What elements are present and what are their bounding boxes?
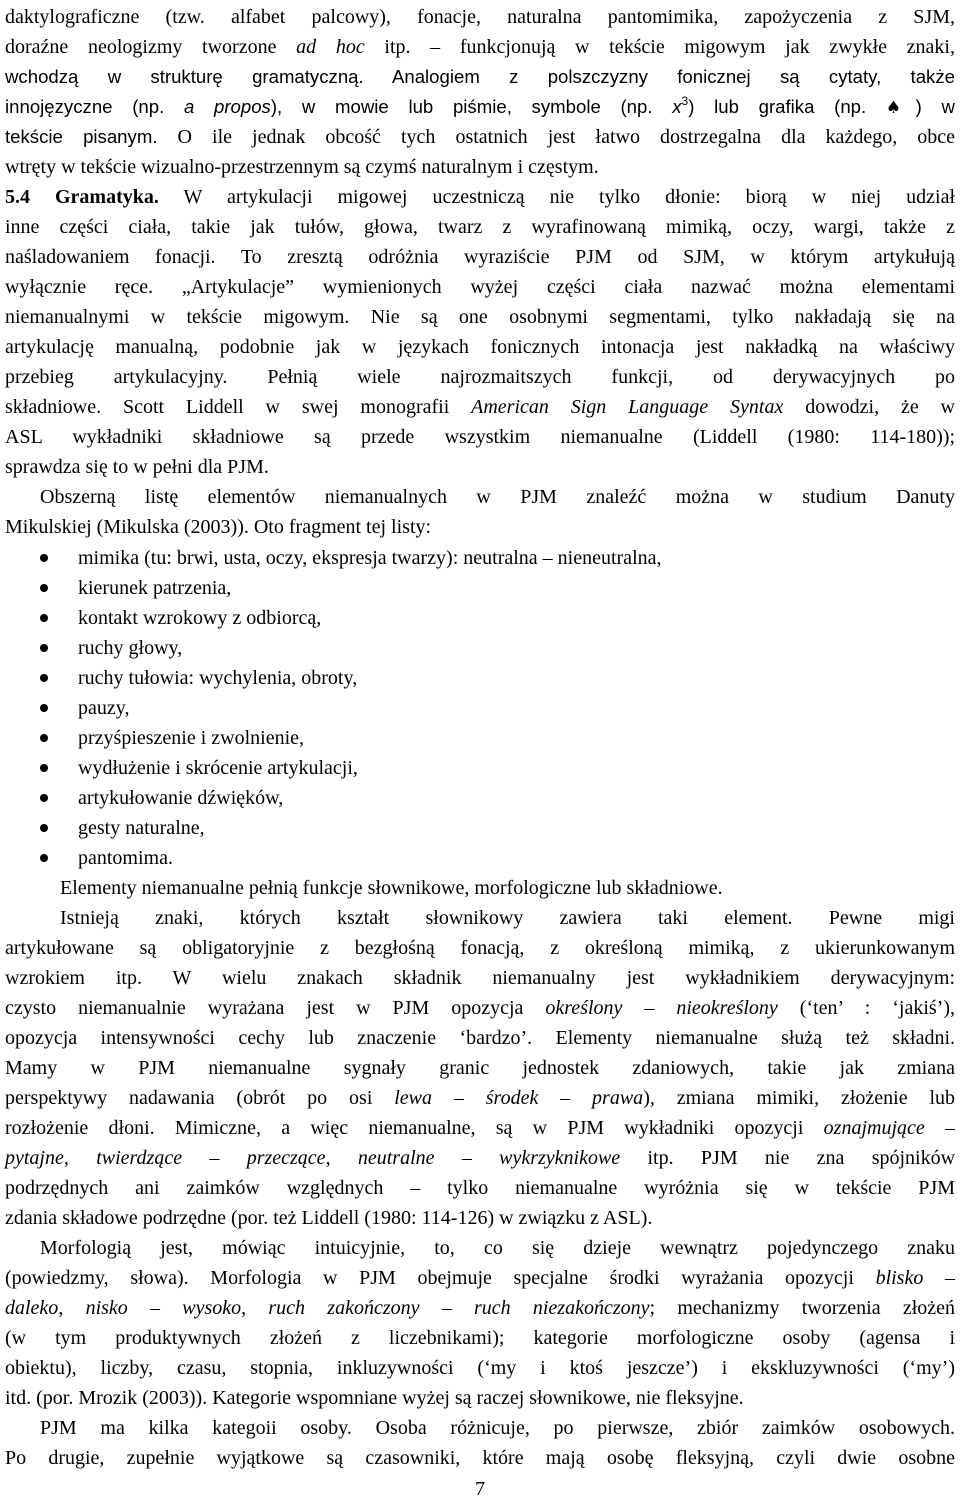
text-line: zdania składowe podrzędne (por. też Liddell (1980: 114-126) w związku z ASL). — [5, 1207, 653, 1229]
text-line: obiektu), liczby, czasu, stopnia, inkluzywności (‘my i ktoś jeszcze’) i ekskluzywności (‘my’) — [5, 1357, 955, 1379]
text-line: (powiedzmy, słowa). Morfologia w PJM obejmuje specjalne środki wyrażania opozycji blisko – — [5, 1267, 955, 1289]
text-line: (w tym produktywnych złożeń z liczebnikami); kategorie morfologiczne osoby (agensa i — [5, 1327, 955, 1349]
text-line: wzrokiem itp. W wielu znakach składnik niemanualny jest wykładnikiem derywacyjnym: — [5, 967, 955, 989]
text-line: rozłożenie dłoni. Mimiczne, a więc niemanualne, są w PJM wykładniki opozycji oznajmujące – — [5, 1117, 956, 1139]
bullet-icon — [40, 614, 48, 622]
text-line: podrzędnych ani zaimków względnych – tylko niemanualne wyróżnia się w tekście PJM — [5, 1177, 955, 1199]
text-line: daleko, nisko – wysoko, ruch zakończony – ruch niezakończony; mechanizmy tworzenia złożeń — [5, 1297, 956, 1319]
bullet-icon — [40, 554, 48, 562]
bullet-icon — [40, 674, 48, 682]
text-line: Po drugie, zupełnie wyjątkowe są czasowniki, które mają osobę fleksyjną, czyli dwie osobne — [5, 1447, 955, 1469]
text-line: daktylograficzne (tzw. alfabet palcowy), fonacje, naturalna pantomimika, zapożyczenia z SJM, — [5, 6, 955, 28]
text-line: sprawdza się to w pełni dla PJM. — [5, 456, 269, 478]
text-line: Obszerną listę elementów niemanualnych w PJM znaleźć można w studium Danuty — [40, 486, 955, 508]
text-line: perspektywy nadawania (obrót po osi lewa – środek – prawa), zmiana mimiki, złożenie lub — [5, 1087, 956, 1109]
text-line: PJM ma kilka kategoii osoby. Osoba różnicuje, po pierwsze, zbiór zaimków osobowych. — [40, 1417, 955, 1439]
text-line: innojęzyczne (np. a propos), w mowie lub piśmie, symbole (np. $x^3$) lub grafika (np. ♠) w — [5, 94, 955, 118]
spade-symbol-icon: ♠ — [885, 98, 916, 118]
text-line: wchodzą w strukturę gramatyczną. Analogiem z polszczyzny fonicznej są cytaty, także — [5, 66, 955, 87]
bullet-icon — [40, 854, 48, 862]
bullet-icon — [40, 764, 48, 772]
text-line: Mamy w PJM niemanualne sygnały granic jednostek zdaniowych, takie jak zmiana — [5, 1057, 955, 1079]
document-page: daktylograficzne (tzw. alfabet palcowy), fonacje, naturalna pantomimika, zapożyczenia z SJM, doraźne neologizmy tworzone ad hoc itp. – funkcjonują w tekście migowym jak zwykłe znaki, wchodzą w strukturę gramatyczną. Analogiem z polszczyzny fonicznej są cytaty, także innojęzyczne (np. a propos), w mowie lub piśmie, symbole (np. $x^3$) lub grafika (np. ♠) w tekście pisanym. O ile jednak obcość tych ostatnich jest łatwo dostrzegalna dla każdego, obce wtręty w tekście wizualno-przestrzennym są czymś naturalnym i częstym. 5.4 Gramatyka. W artykulacji migowej uczestniczą nie tylko dłonie: biorą w niej udział inne części ciała, takie jak tułów, głowa, twarz z wyrafinowaną mimiką, oczy, wargi, także z naśladowaniem fonacji. To zresztą odróżnia wyraziście PJM od SJM, w którym artykułują wyłącznie ręce. „Artykulacje” wymienionych wyżej części ciała nazwać można elementami niemanualnymi w tekście migowym. Nie są one osobnymi segmentami, tylko nakładają się na artykulację manualną, podobnie jak w językach fonicznych intonacja jest nakładką na właściwy przebieg artykulacyjny. Pełnią wiele najrozmaitszych funkcji, od derywacyjnych po składniowe. Scott Liddell w swej monografii American Sign Language Syntax dowodzi, że w ASL wykładniki składniowe są przede wszystkim niemanualne (Liddell (1980: 114-180)); sprawdza się to w pełni dla PJM. Obszerną listę elementów niemanualnych w PJM znaleźć można w studium Danuty Mikulskiej (Mikulska (2003)). Oto fragment tej listy: mimika (tu: brwi, usta, oczy, ekspresja twarzy): neutralna – nieneutralna, kierunek patrzenia, kontakt wzrokowy z odbiorcą, ruchy głowy, ruchy tułowia: wychylenia, obroty, pauzy, przyśpieszenie i zwolnienie, wydłużenie i skrócenie artykulacji, artykułowanie dźwięków, gesty naturalne, pantomima. Elementy niemanualne pełnią funkcje słownikowe, morfologiczne lub składniowe. Istnieją znaki, których kształt słownikowy zawiera taki element. Pewne migi artykułowane są obligatoryjnie z bezgłośną fonacją, z określoną mimiką, z ukierunkowanym wzrokiem itp. W wielu znakach składnik niemanualny jest wykładnikiem derywacyjnym: czysto niemanualnie wyrażana jest w PJM opozycja określony – nieokreślony (‘ten’ : ‘jakiś’), opozycja intensywności cechy lub znaczenie ‘bardzo’. Elementy niemanualne służą też składni. Mamy w PJM niemanualne sygnały granic jednostek zdaniowych, takie jak zmiana perspektywy nadawania (obrót po osi lewa – środek – prawa), zmiana mimiki, złożenie lub rozłożenie dłoni. Mimiczne, a więc niemanualne, są w PJM wykładniki opozycji oznajmujące – pytajne, twierdzące – przeczące, neutralne – wykrzyknikowe itp. PJM nie zna spójników podrzędnych ani zaimków względnych – tylko niemanualne wyróżnia się w tekście PJM zdania składowe podrzędne (por. też Liddell (1980: 114-126) w związku z ASL). Morfologią jest, mówiąc intuicyjnie, to, co się dzieje wewnątrz pojedynczego znaku (powiedzmy, słowa). Morfologia w PJM obejmuje specjalne środki wyrażania opozycji blisko – daleko, nisko – wysoko, ruch zakończony – ruch niezakończony; mechanizmy tworzenia złożeń (w tym produktywnych złożeń z liczebnikami); kategorie morfologiczne osoby (agensa i obiektu), liczby, czasu, stopnia, inkluzywności (‘my i ktoś jeszcze’) i ekskluzywności (‘my’) itd. (por. Mrozik (2003)). Kategorie wspomniane wyżej są raczej słownikowe, nie fleksyjne. PJM ma kilka kategoii osoby. Osoba różnicuje, po pierwsze, zbiór zaimków osobowych. Po drugie, zupełnie wyjątkowe są czasowniki, które mają osobę fleksyjną, czyli dwie osobne 7 — [0, 0, 960, 1511]
bullet-icon — [40, 824, 48, 832]
text-line: tekście pisanym. O ile jednak obcość tych ostatnich jest łatwo dostrzegalna dla każdego, obce — [5, 126, 955, 148]
text-line: czysto niemanualnie wyrażana jest w PJM opozycja określony – nieokreślony (‘ten’ : ‘jakiś’), — [5, 997, 955, 1019]
text-line: doraźne neologizmy tworzone ad hoc itp. – funkcjonują w tekście migowym jak zwykłe znaki, — [5, 36, 955, 58]
bullet-icon — [40, 584, 48, 592]
text-line: opozycja intensywności cechy lub znaczenie ‘bardzo’. Elementy niemanualne służą też składni. — [5, 1027, 955, 1049]
text-line: niemanualnymi w tekście migowym. Nie są one osobnymi segmentami, tylko nakładają się na — [5, 306, 955, 328]
text-line: Istnieją znaki, których kształt słownikowy zawiera taki element. Pewne migi — [60, 907, 955, 929]
text-line: składniowe. Scott Liddell w swej monografii American Sign Language Syntax dowodzi, że w — [5, 396, 956, 418]
text-line: Mikulskiej (Mikulska (2003)). Oto fragment tej listy: — [5, 516, 432, 538]
bullet-icon — [40, 734, 48, 742]
bullet-icon — [40, 644, 48, 652]
text-line: artykulację manualną, podobnie jak w językach fonicznych intonacja jest nakładką na właściwy — [5, 336, 955, 358]
text-line: artykułowane są obligatoryjnie z bezgłośną fonacją, z określoną mimiką, z ukierunkowanym — [5, 937, 955, 959]
section-heading-line: 5.4 Gramatyka. W artykulacji migowej uczestniczą nie tylko dłonie: biorą w niej udział — [5, 186, 955, 208]
text-line: Elementy niemanualne pełnią funkcje słownikowe, morfologiczne lub składniowe. — [60, 877, 723, 899]
section-heading: 5.4 Gramatyka. — [5, 186, 159, 208]
text-line: ASL wykładniki składniowe są przede wszystkim niemanualne (Liddell (1980: 114-180)); — [5, 426, 955, 448]
text-line: przebieg artykulacyjny. Pełnią wiele najrozmaitszych funkcji, od derywacyjnych po — [5, 366, 955, 388]
bullet-icon — [40, 704, 48, 712]
text-line: Morfologią jest, mówiąc intuicyjnie, to, co się dzieje wewnątrz pojedynczego znaku — [40, 1237, 955, 1259]
text-line: pytajne, twierdzące – przeczące, neutralne – wykrzyknikowe itp. PJM nie zna spójników — [5, 1147, 956, 1169]
text-line: inne części ciała, takie jak tułów, głowa, twarz z wyrafinowaną mimiką, oczy, wargi, także z — [5, 216, 955, 238]
page-number: 7 — [475, 1478, 485, 1500]
text-line: wtręty w tekście wizualno-przestrzennym są czymś naturalnym i częstym. — [5, 156, 599, 178]
text-line: wyłącznie ręce. „Artykulacje” wymienionych wyżej części ciała nazwać można elementami — [5, 276, 955, 298]
bullet-icon — [40, 794, 48, 802]
text-line: naśladowaniem fonacji. To zresztą odróżnia wyraziście PJM od SJM, w którym artykułują — [5, 246, 955, 268]
text-line: itd. (por. Mrozik (2003)). Kategorie wspomniane wyżej są raczej słownikowe, nie fleksyjne. — [5, 1387, 744, 1409]
